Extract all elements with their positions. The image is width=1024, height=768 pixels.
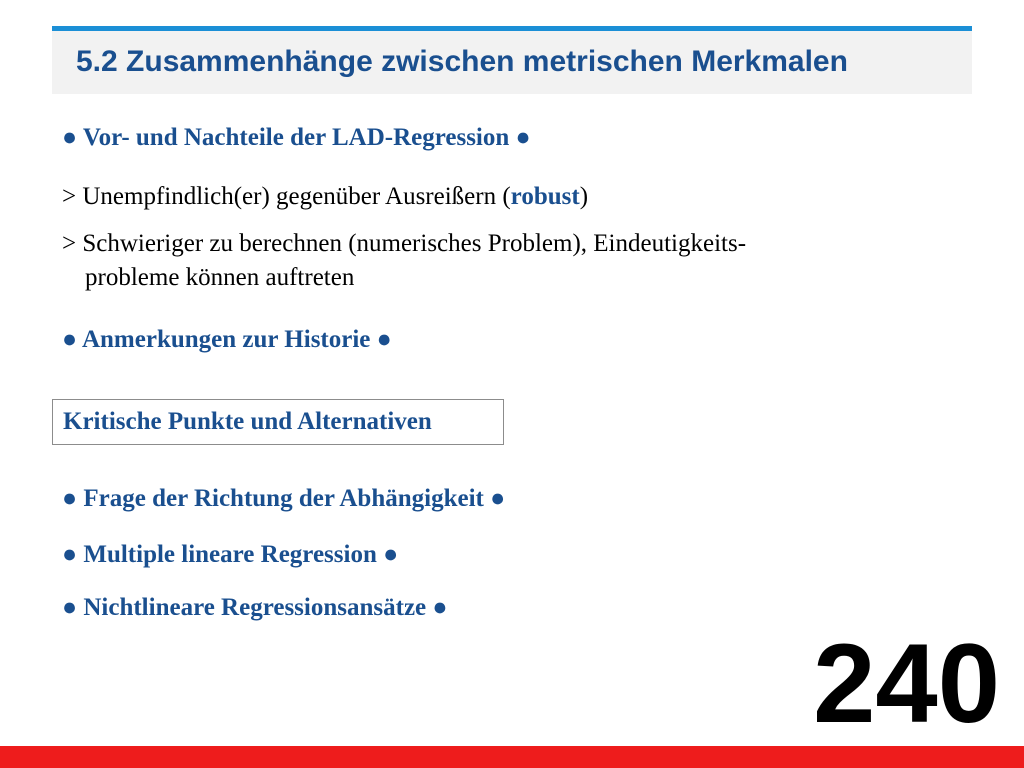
- page-number: 240: [813, 621, 1000, 746]
- topic-multiple-regression: ● Multiple lineare Regression ●: [62, 541, 399, 568]
- bottom-accent-bar: [0, 746, 1024, 768]
- robustness-point-prefix: > Unempfindlich(er) gegenüber Ausreißern (: [62, 183, 511, 210]
- slide-title: 5.2 Zusammenhänge zwischen metrischen Merkmalen: [76, 45, 848, 78]
- history-heading: ● Anmerkungen zur Historie ●: [62, 326, 392, 353]
- topic-direction-of-dependence: ● Frage der Richtung der Abhängigkeit ●: [62, 485, 506, 512]
- title-bar: [52, 26, 972, 94]
- computation-point-line1: > Schwieriger zu berechnen (numerisches Problem), Eindeutigkeits-: [62, 230, 747, 257]
- robust-keyword: robust: [510, 183, 580, 210]
- section-box-label: Kritische Punkte und Alternativen: [63, 408, 432, 435]
- section-box: [52, 399, 504, 445]
- robustness-point: [62, 183, 588, 211]
- robustness-point-suffix: ): [579, 183, 589, 210]
- lad-regression-heading: ● Vor- und Nachteile der LAD-Regression ●: [62, 124, 531, 151]
- computation-point-line2: probleme können auftreten: [85, 264, 355, 291]
- topic-nonlinear-regression: ● Nichtlineare Regressionsansätze ●: [62, 594, 448, 621]
